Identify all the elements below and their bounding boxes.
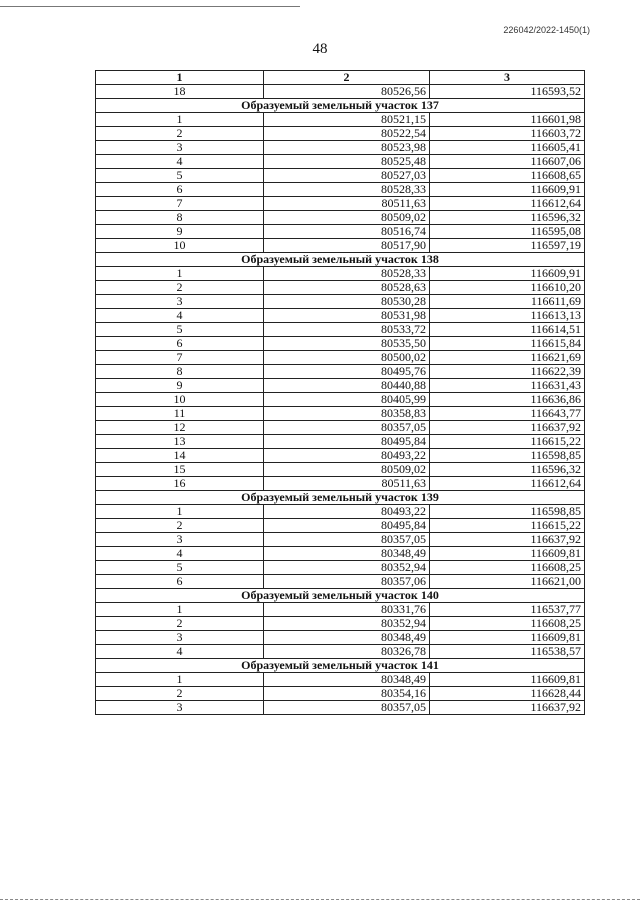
section-header-row <box>96 659 585 673</box>
point-number: 1 <box>96 603 264 617</box>
table-row <box>96 477 585 491</box>
point-number: 4 <box>96 309 264 323</box>
table-row <box>96 547 585 561</box>
coordinate-x: 80440,88 <box>264 379 430 393</box>
coordinate-x: 80509,02 <box>264 463 430 477</box>
point-number: 4 <box>96 547 264 561</box>
point-number: 8 <box>96 211 264 225</box>
coordinate-x: 80357,05 <box>264 701 430 715</box>
coordinate-y: 116608,25 <box>430 561 585 575</box>
coordinate-y: 116637,92 <box>430 421 585 435</box>
table-row <box>96 533 585 547</box>
point-number: 9 <box>96 225 264 239</box>
table-row <box>96 407 585 421</box>
coordinate-y: 116593,52 <box>430 85 585 99</box>
column-header-2: 2 <box>264 71 430 85</box>
coordinate-x: 80326,78 <box>264 645 430 659</box>
point-number: 6 <box>96 337 264 351</box>
coordinate-x: 80348,49 <box>264 631 430 645</box>
table-row <box>96 449 585 463</box>
point-number: 3 <box>96 533 264 547</box>
section-header-row <box>96 491 585 505</box>
coordinate-x: 80493,22 <box>264 505 430 519</box>
coordinate-x: 80528,63 <box>264 281 430 295</box>
coordinate-x: 80509,02 <box>264 211 430 225</box>
point-number: 8 <box>96 365 264 379</box>
coordinates-table <box>95 70 585 715</box>
table-row <box>96 225 585 239</box>
point-number: 13 <box>96 435 264 449</box>
section-header-row <box>96 589 585 603</box>
table-header-row <box>96 71 585 85</box>
table-row <box>96 183 585 197</box>
coordinate-x: 80352,94 <box>264 561 430 575</box>
section-header-row <box>96 253 585 267</box>
column-header-3: 3 <box>430 71 585 85</box>
coordinate-y: 116615,84 <box>430 337 585 351</box>
coordinate-x: 80354,16 <box>264 687 430 701</box>
point-number: 3 <box>96 295 264 309</box>
table-row <box>96 575 585 589</box>
table-row <box>96 113 585 127</box>
point-number: 6 <box>96 575 264 589</box>
table-row <box>96 603 585 617</box>
coordinate-x: 80528,33 <box>264 267 430 281</box>
page-number: 48 <box>312 41 328 57</box>
coordinate-y: 116637,92 <box>430 533 585 547</box>
table-row <box>96 267 585 281</box>
coordinate-x: 80500,02 <box>264 351 430 365</box>
table-row <box>96 295 585 309</box>
point-number: 10 <box>96 393 264 407</box>
coordinate-y: 116609,81 <box>430 673 585 687</box>
coordinate-y: 116621,00 <box>430 575 585 589</box>
table-row <box>96 631 585 645</box>
coordinate-x: 80358,83 <box>264 407 430 421</box>
point-number: 5 <box>96 561 264 575</box>
section-title: Образуемый земельный участок 137 <box>96 99 585 113</box>
coordinate-x: 80517,90 <box>264 239 430 253</box>
coordinate-y: 116622,39 <box>430 365 585 379</box>
coordinate-x: 80348,49 <box>264 673 430 687</box>
table-row <box>96 155 585 169</box>
column-header-1: 1 <box>96 71 264 85</box>
coordinate-x: 80511,63 <box>264 477 430 491</box>
coordinate-y: 116595,08 <box>430 225 585 239</box>
bottom-rule <box>0 899 640 900</box>
table-row <box>96 463 585 477</box>
coordinate-y: 116611,69 <box>430 295 585 309</box>
coordinate-x: 80357,06 <box>264 575 430 589</box>
coordinate-x: 80331,76 <box>264 603 430 617</box>
section-title: Образуемый земельный участок 141 <box>96 659 585 673</box>
coordinate-y: 116598,85 <box>430 505 585 519</box>
coordinate-y: 116603,72 <box>430 127 585 141</box>
point-number: 3 <box>96 141 264 155</box>
table-row <box>96 505 585 519</box>
coordinate-y: 116612,64 <box>430 197 585 211</box>
table-row <box>96 197 585 211</box>
point-number: 15 <box>96 463 264 477</box>
coordinate-y: 116608,65 <box>430 169 585 183</box>
coordinate-x: 80511,63 <box>264 197 430 211</box>
table-row <box>96 127 585 141</box>
coordinate-x: 80526,56 <box>264 85 430 99</box>
section-header-row <box>96 99 585 113</box>
coordinate-y: 116608,25 <box>430 617 585 631</box>
section-title: Образуемый земельный участок 138 <box>96 253 585 267</box>
point-number: 1 <box>96 505 264 519</box>
point-number: 5 <box>96 169 264 183</box>
table-row <box>96 239 585 253</box>
coordinate-y: 116601,98 <box>430 113 585 127</box>
coordinate-y: 116615,22 <box>430 435 585 449</box>
section-title: Образуемый земельный участок 139 <box>96 491 585 505</box>
table-row <box>96 421 585 435</box>
table-row <box>96 561 585 575</box>
point-number: 2 <box>96 617 264 631</box>
table-row <box>96 379 585 393</box>
point-number: 12 <box>96 421 264 435</box>
coordinate-x: 80530,28 <box>264 295 430 309</box>
coordinate-y: 116598,85 <box>430 449 585 463</box>
point-number: 3 <box>96 701 264 715</box>
coordinate-x: 80495,76 <box>264 365 430 379</box>
point-number: 1 <box>96 673 264 687</box>
coordinate-x: 80525,48 <box>264 155 430 169</box>
section-title: Образуемый земельный участок 140 <box>96 589 585 603</box>
coordinate-x: 80495,84 <box>264 519 430 533</box>
point-number: 16 <box>96 477 264 491</box>
coordinate-x: 80493,22 <box>264 449 430 463</box>
table-row <box>96 211 585 225</box>
table-row <box>96 519 585 533</box>
coordinate-y: 116612,64 <box>430 477 585 491</box>
coordinate-x: 80348,49 <box>264 547 430 561</box>
coordinate-x: 80357,05 <box>264 533 430 547</box>
point-number: 18 <box>96 85 264 99</box>
coordinate-y: 116597,19 <box>430 239 585 253</box>
point-number: 11 <box>96 407 264 421</box>
coordinate-y: 116609,81 <box>430 631 585 645</box>
table-row <box>96 701 585 715</box>
coordinate-y: 116610,20 <box>430 281 585 295</box>
point-number: 2 <box>96 127 264 141</box>
coordinate-x: 80528,33 <box>264 183 430 197</box>
coordinate-x: 80531,98 <box>264 309 430 323</box>
point-number: 1 <box>96 113 264 127</box>
table-row <box>96 169 585 183</box>
point-number: 6 <box>96 183 264 197</box>
coordinate-y: 116628,44 <box>430 687 585 701</box>
coordinate-y: 116613,13 <box>430 309 585 323</box>
table-row <box>96 645 585 659</box>
table-row <box>96 323 585 337</box>
coordinate-y: 116636,86 <box>430 393 585 407</box>
table-row <box>96 309 585 323</box>
coordinate-y: 116607,06 <box>430 155 585 169</box>
point-number: 2 <box>96 519 264 533</box>
table-row <box>96 141 585 155</box>
table-body <box>96 85 585 715</box>
coordinate-y: 116637,92 <box>430 701 585 715</box>
coordinate-y: 116621,69 <box>430 351 585 365</box>
point-number: 3 <box>96 631 264 645</box>
point-number: 4 <box>96 645 264 659</box>
table-row <box>96 85 585 99</box>
table-row <box>96 337 585 351</box>
point-number: 14 <box>96 449 264 463</box>
coordinate-y: 116609,91 <box>430 183 585 197</box>
coordinate-x: 80357,05 <box>264 421 430 435</box>
table-row <box>96 393 585 407</box>
point-number: 7 <box>96 197 264 211</box>
coordinate-y: 116537,77 <box>430 603 585 617</box>
table-row <box>96 365 585 379</box>
document-number: 226042/2022-1450(1) <box>503 25 590 35</box>
table-row <box>96 435 585 449</box>
coordinate-x: 80405,99 <box>264 393 430 407</box>
table-row <box>96 617 585 631</box>
coordinate-x: 80521,15 <box>264 113 430 127</box>
coordinate-x: 80522,54 <box>264 127 430 141</box>
coordinate-y: 116609,81 <box>430 547 585 561</box>
coordinate-y: 116631,43 <box>430 379 585 393</box>
coordinate-x: 80533,72 <box>264 323 430 337</box>
point-number: 2 <box>96 687 264 701</box>
coordinate-y: 116615,22 <box>430 519 585 533</box>
table-row <box>96 351 585 365</box>
coordinate-y: 116596,32 <box>430 463 585 477</box>
coordinate-y: 116605,41 <box>430 141 585 155</box>
table-row <box>96 281 585 295</box>
coordinate-y: 116643,77 <box>430 407 585 421</box>
coordinate-y: 116538,57 <box>430 645 585 659</box>
coordinate-x: 80535,50 <box>264 337 430 351</box>
point-number: 5 <box>96 323 264 337</box>
coordinate-x: 80523,98 <box>264 141 430 155</box>
table-row <box>96 687 585 701</box>
coordinate-x: 80495,84 <box>264 435 430 449</box>
coordinate-x: 80527,03 <box>264 169 430 183</box>
point-number: 2 <box>96 281 264 295</box>
coordinate-x: 80516,74 <box>264 225 430 239</box>
point-number: 4 <box>96 155 264 169</box>
coordinate-y: 116596,32 <box>430 211 585 225</box>
point-number: 9 <box>96 379 264 393</box>
coordinate-y: 116609,91 <box>430 267 585 281</box>
point-number: 10 <box>96 239 264 253</box>
point-number: 7 <box>96 351 264 365</box>
coordinate-y: 116614,51 <box>430 323 585 337</box>
table-row <box>96 673 585 687</box>
point-number: 1 <box>96 267 264 281</box>
top-rule <box>0 6 300 7</box>
coordinate-x: 80352,94 <box>264 617 430 631</box>
